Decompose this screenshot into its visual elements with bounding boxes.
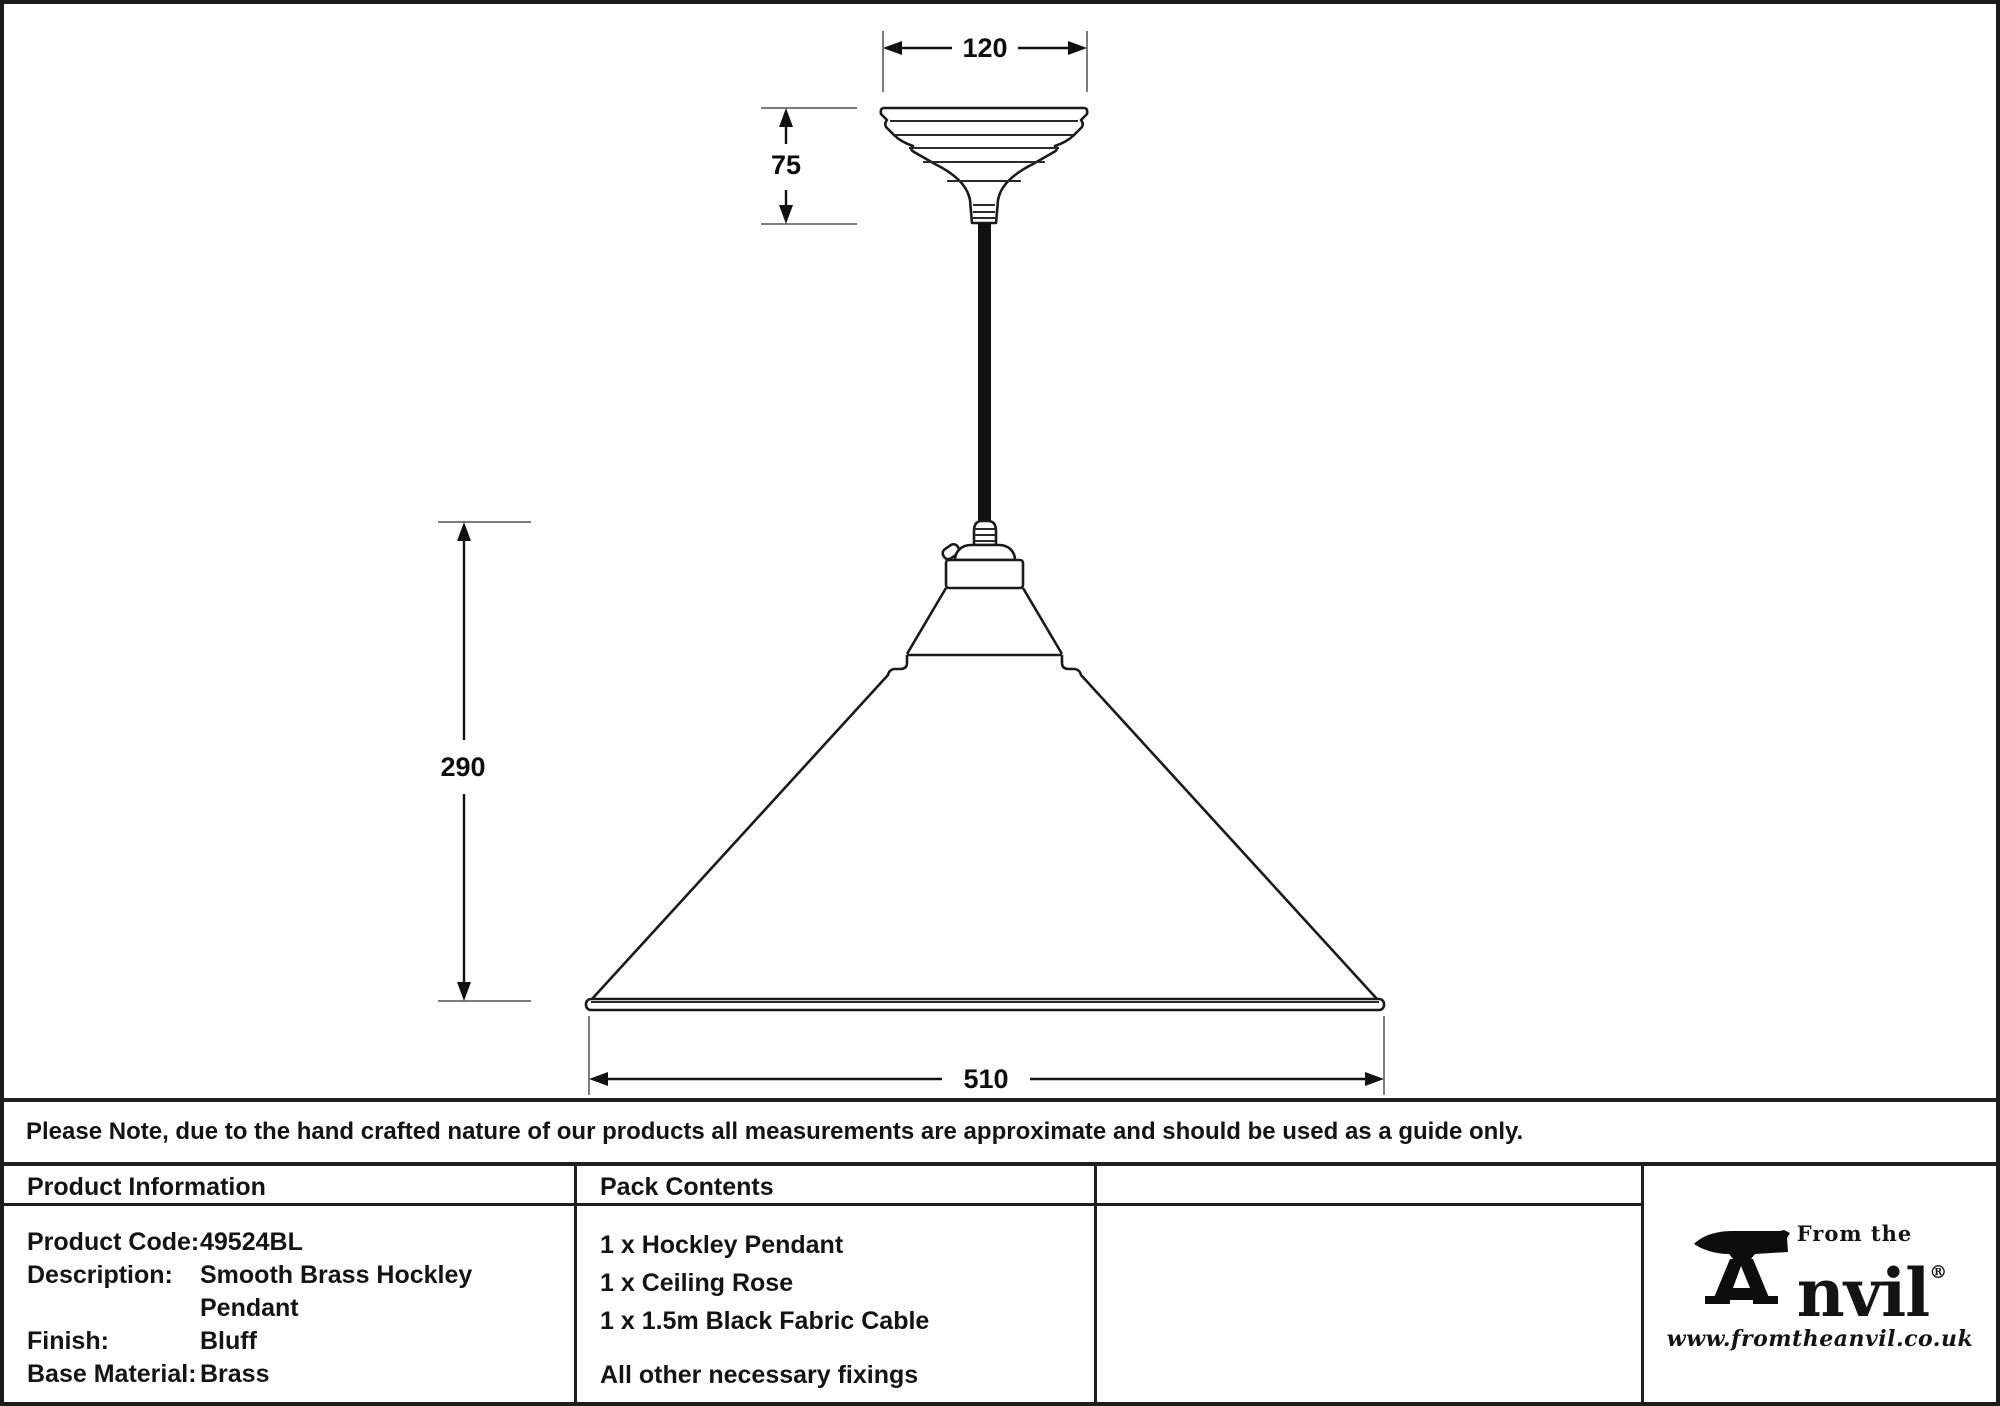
anvil-icon <box>1693 1230 1793 1308</box>
base-material-label: Base Material: <box>27 1360 197 1388</box>
brand-logo-cell <box>1644 1166 1996 1402</box>
pack-contents-column <box>577 1166 1097 1402</box>
product-information-column <box>4 1166 577 1402</box>
dimension-shade-height <box>438 522 531 1001</box>
finish-value: Bluff <box>200 1327 257 1355</box>
pack-item: 1 x Hockley Pendant <box>600 1231 844 1259</box>
pack-item: 1 x Ceiling Rose <box>600 1269 794 1297</box>
product-information-header: Product Information <box>4 1166 574 1206</box>
base-material-row <box>27 1358 574 1391</box>
dimension-rose-height <box>761 108 857 224</box>
dimension-label-290: 290 <box>440 752 486 782</box>
pendant-shade-drawing <box>586 588 1384 1010</box>
lamp-holder-drawing <box>941 521 1023 588</box>
from-the-anvil-logo <box>1644 1221 1996 1352</box>
pack-contents-header: Pack Contents <box>577 1166 1094 1206</box>
description-row <box>27 1259 574 1325</box>
pack-item: 1 x 1.5m Black Fabric Cable <box>600 1307 930 1335</box>
empty-column <box>1097 1166 1644 1402</box>
product-code-label: Product Code: <box>27 1228 200 1256</box>
fabric-cable-drawing <box>978 223 991 523</box>
description-value: Smooth Brass Hockley Pendant <box>200 1261 473 1322</box>
dimension-label-120: 120 <box>962 33 1008 63</box>
measurement-note-text: Please Note, due to the hand crafted nature of our products all measurements are approximate and should be used as a guide only. <box>26 1118 1524 1145</box>
dimension-shade-width <box>589 1016 1384 1095</box>
brand-prefix: From the <box>1796 1221 1913 1246</box>
info-table <box>4 1166 1996 1402</box>
finish-label: Finish: <box>27 1327 109 1355</box>
dimension-rose-width <box>883 31 1087 92</box>
registered-mark: ® <box>1929 1262 1948 1283</box>
technical-drawing <box>4 4 1996 1098</box>
ceiling-rose-drawing <box>881 108 1087 223</box>
pack-footer-item: All other necessary fixings <box>600 1361 919 1389</box>
dimension-label-75: 75 <box>770 150 802 180</box>
empty-column-header <box>1097 1166 1641 1206</box>
base-material-value: Brass <box>200 1360 270 1388</box>
description-label: Description: <box>27 1261 173 1289</box>
brand-website: www.fromtheanvil.co.uk <box>1666 1326 1974 1352</box>
brand-suffix: nvil <box>1796 1254 1930 1332</box>
finish-row <box>27 1325 574 1358</box>
product-code-row <box>27 1226 574 1259</box>
dimension-label-510: 510 <box>963 1064 1009 1094</box>
product-code-value: 49524BL <box>200 1228 303 1256</box>
measurement-note-bar <box>4 1098 1996 1166</box>
brand-name <box>1796 1244 1948 1332</box>
